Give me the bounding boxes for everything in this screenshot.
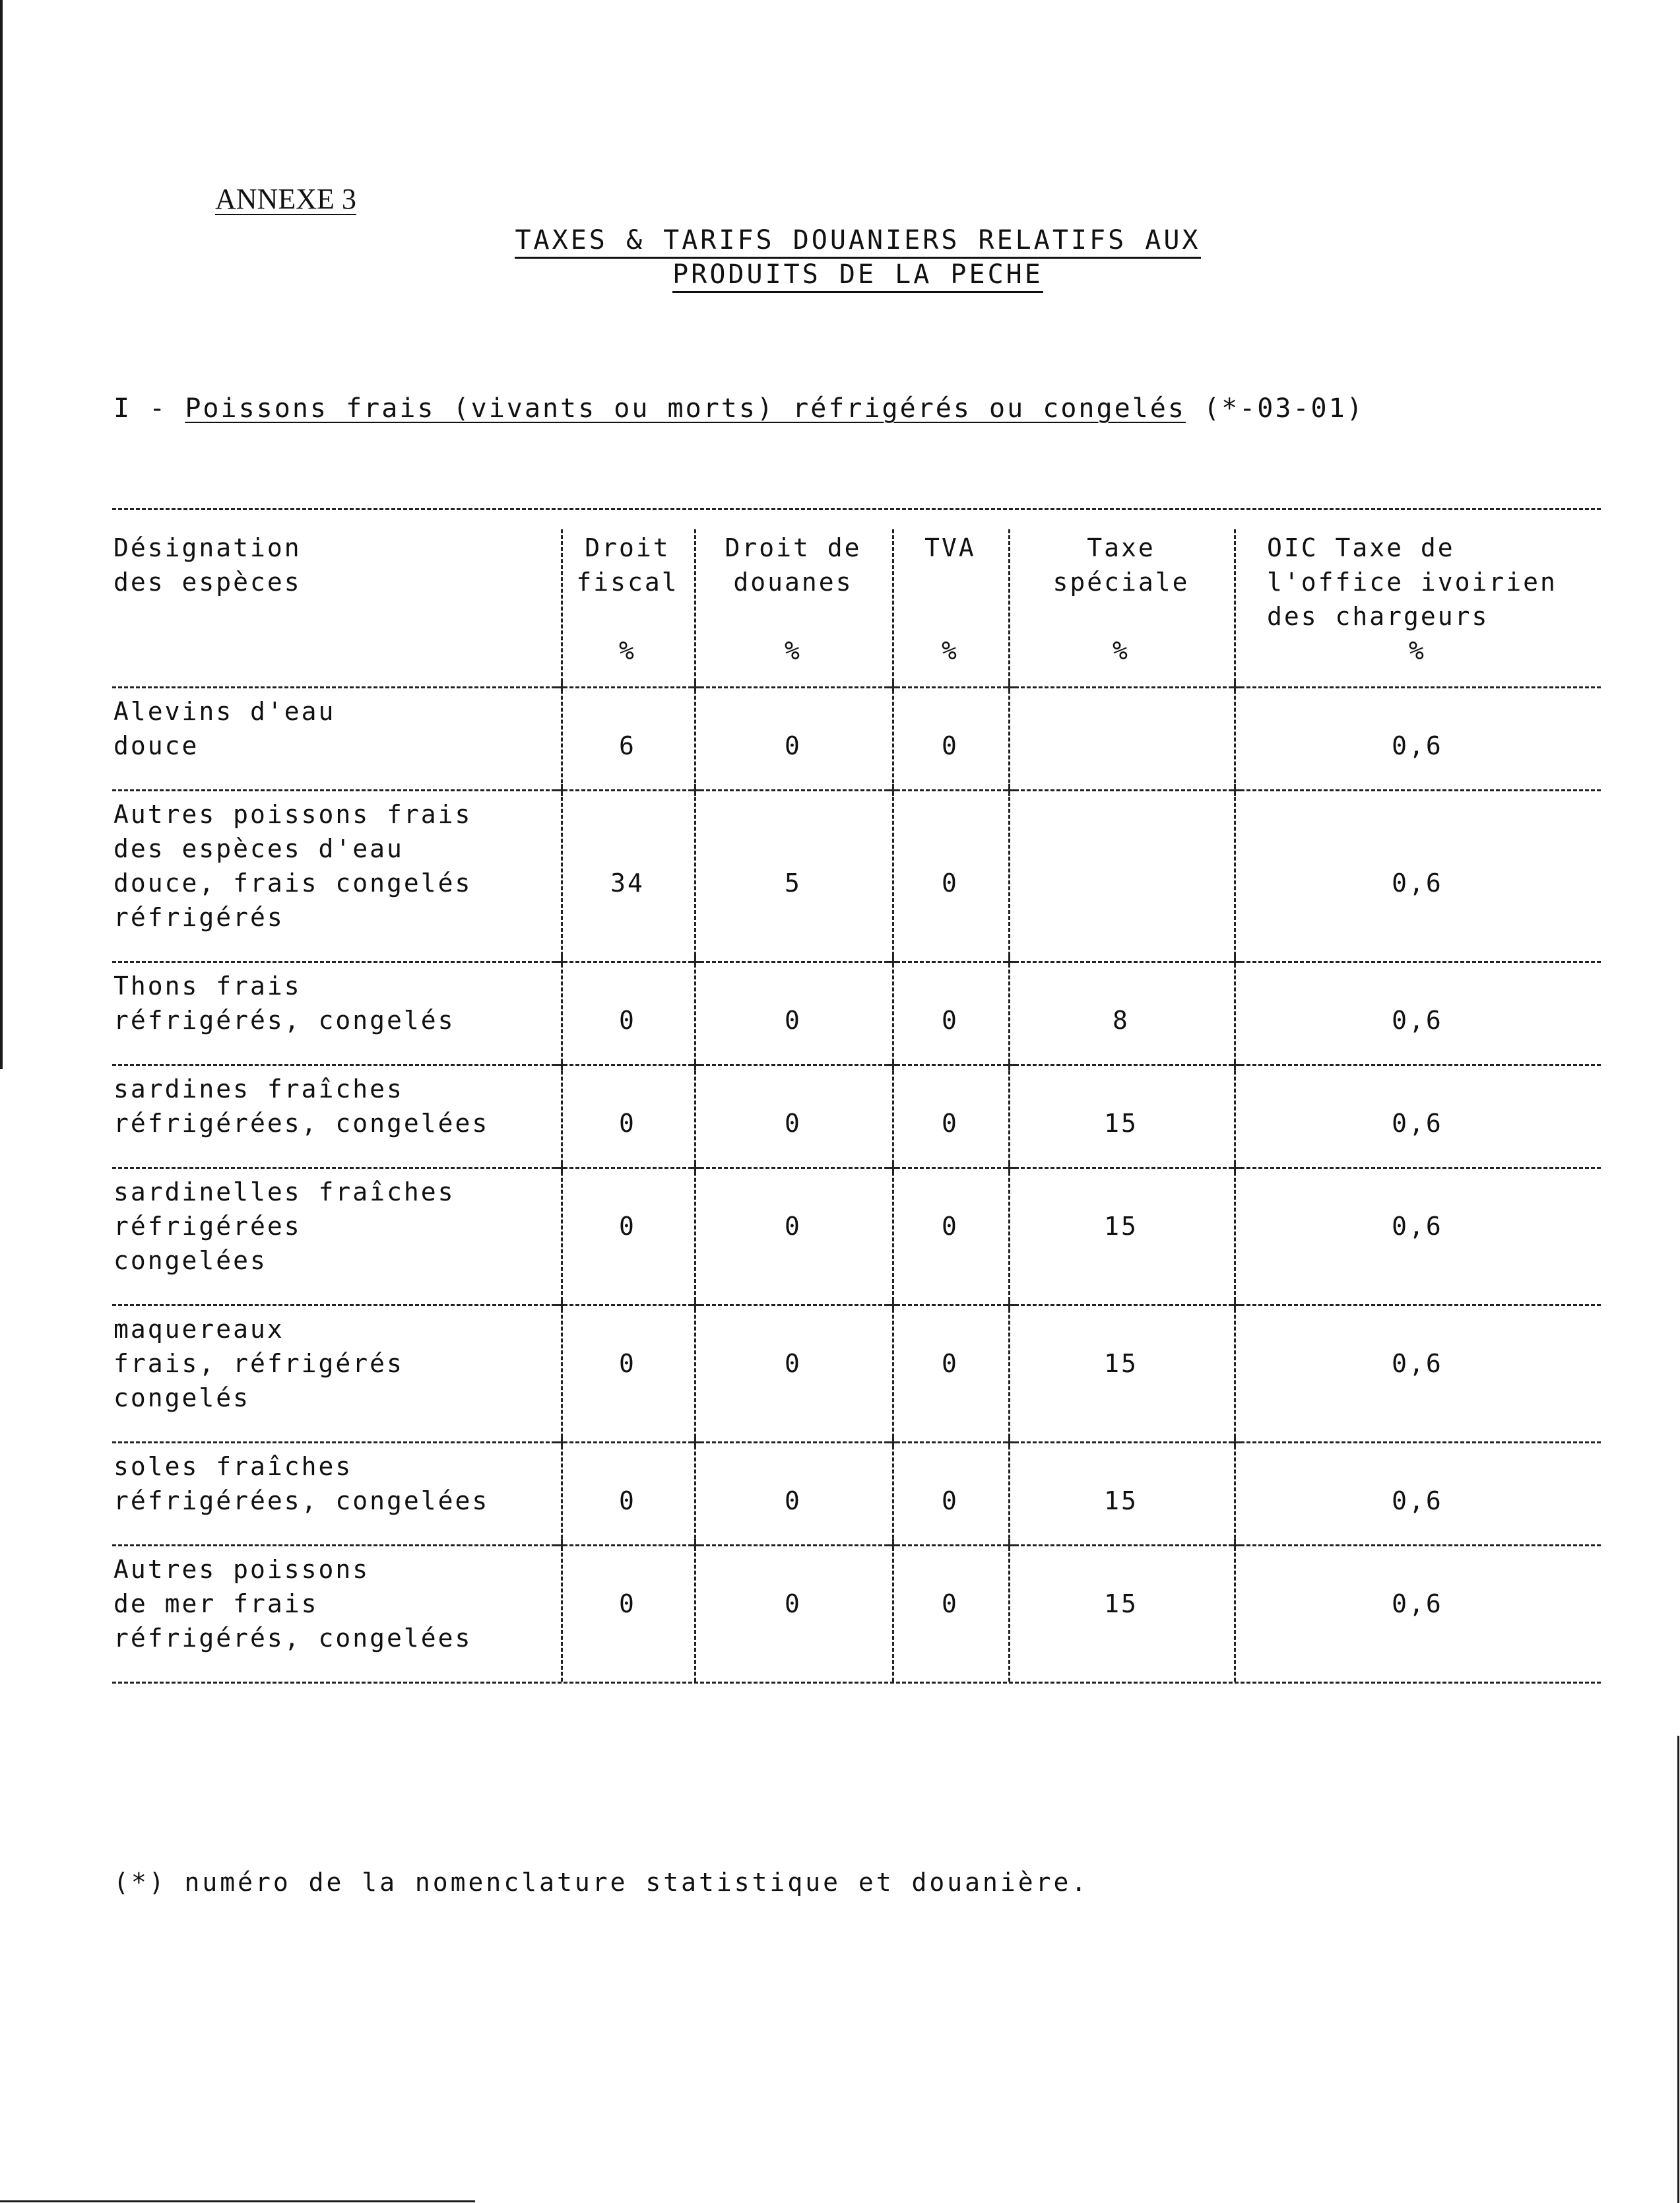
row-designation: maquereaux frais, réfrigérés congelés	[113, 1315, 404, 1412]
scan-edge-left	[0, 0, 3, 1069]
row-designation: soles fraîches réfrigérées, congelées	[113, 1452, 490, 1515]
rule-junction	[556, 1539, 567, 1551]
row-tva: 0	[942, 1109, 959, 1138]
row-tva: 0	[942, 1589, 959, 1618]
row-droit-douanes: 0	[785, 731, 802, 760]
column-separator	[1234, 529, 1236, 1682]
row-droit-douanes: 0	[785, 1349, 802, 1378]
rule-junction	[1229, 784, 1241, 796]
row-designation: Alevins d'eau douce	[113, 697, 336, 760]
rule-junction	[689, 1299, 701, 1311]
row-droit-fiscal: 6	[619, 731, 636, 760]
unit-oic: %	[1409, 636, 1426, 665]
rule-junction	[887, 681, 899, 693]
unit-tva: %	[942, 636, 959, 665]
header-oic: OIC Taxe de l'office ivoirien des chargeurs	[1267, 533, 1557, 631]
rule-junction	[1003, 1436, 1015, 1448]
rule-junction	[689, 1162, 701, 1173]
header-taxe-speciale: Taxe spéciale	[1052, 533, 1190, 597]
row-droit-fiscal: 0	[619, 1349, 636, 1378]
section-heading	[113, 393, 1365, 424]
column-separator	[892, 529, 894, 1682]
row-designation: Autres poissons de mer frais réfrigérés, congelées	[113, 1555, 472, 1653]
header-tva: TVA	[924, 533, 976, 562]
table-rule	[112, 1304, 1601, 1306]
row-droit-douanes: 0	[785, 1486, 802, 1515]
row-droit-douanes: 0	[785, 1006, 802, 1035]
row-droit-fiscal: 0	[619, 1486, 636, 1515]
rule-junction	[887, 1436, 899, 1448]
rule-junction	[1229, 1539, 1241, 1551]
row-oic: 0,6	[1392, 731, 1443, 760]
section-label: Poissons frais (vivants ou morts) réfrigérés ou congelés	[185, 393, 1186, 424]
rule-junction	[556, 1436, 567, 1448]
rule-junction	[887, 784, 899, 796]
rule-junction	[1003, 1539, 1015, 1551]
row-designation: Autres poissons frais des espèces d'eau douce, frais congelés réfrigérés	[113, 800, 472, 932]
rule-junction	[689, 1539, 701, 1551]
table-rule	[112, 961, 1601, 963]
column-separator	[561, 529, 563, 1682]
rule-junction	[1229, 1299, 1241, 1311]
row-taxe-speciale: 8	[1113, 1006, 1130, 1035]
rule-junction	[1229, 1436, 1241, 1448]
rule-junction	[556, 1162, 567, 1173]
header-droit-douanes: Droit de douanes	[725, 533, 862, 597]
table-rule	[112, 1682, 1601, 1684]
rule-junction	[1003, 1299, 1015, 1311]
row-taxe-speciale: 15	[1104, 1109, 1138, 1138]
rule-junction	[689, 681, 701, 693]
row-droit-douanes: 0	[785, 1109, 802, 1138]
row-tva: 0	[942, 1349, 959, 1378]
rule-junction	[887, 956, 899, 968]
row-oic: 0,6	[1392, 1006, 1443, 1035]
rule-junction	[1003, 1162, 1015, 1173]
table-rule	[112, 1167, 1601, 1169]
row-taxe-speciale: 15	[1104, 1486, 1138, 1515]
row-tva: 0	[942, 1006, 959, 1035]
rule-junction	[887, 1059, 899, 1070]
unit-taxe-speciale: %	[1113, 636, 1130, 665]
rule-junction	[1003, 956, 1015, 968]
unit-droit-douanes: %	[785, 636, 802, 665]
annexe-label: ANNEXE 3	[215, 183, 356, 215]
title-line-1: TAXES & TARIFS DOUANIERS RELATIFS AUX	[515, 225, 1200, 259]
row-droit-douanes: 0	[785, 1589, 802, 1618]
row-droit-fiscal: 0	[619, 1006, 636, 1035]
rule-junction	[556, 1299, 567, 1311]
row-designation: sardinelles fraîches réfrigérées congelées	[113, 1177, 455, 1275]
row-oic: 0,6	[1392, 869, 1443, 898]
row-taxe-speciale: 15	[1104, 1212, 1138, 1241]
row-oic: 0,6	[1392, 1486, 1443, 1515]
row-taxe-speciale: 15	[1104, 1589, 1138, 1618]
rule-junction	[1229, 956, 1241, 968]
rule-junction	[556, 681, 567, 693]
rule-junction	[1003, 681, 1015, 693]
row-oic: 0,6	[1392, 1109, 1443, 1138]
header-droit-fiscal: Droit fiscal	[576, 533, 679, 597]
rule-junction	[887, 1539, 899, 1551]
row-droit-fiscal: 0	[619, 1212, 636, 1241]
unit-droit-fiscal: %	[619, 636, 636, 665]
title-line-2: PRODUITS DE LA PECHE	[672, 259, 1043, 293]
row-droit-fiscal: 0	[619, 1109, 636, 1138]
rule-junction	[689, 1059, 701, 1070]
scan-edge-bottom	[0, 2200, 475, 2202]
rule-junction	[556, 956, 567, 968]
footnote: (*) numéro de la nomenclature statistique et douanière.	[113, 1868, 1089, 1897]
table-rule	[112, 1064, 1601, 1066]
rule-junction	[1003, 784, 1015, 796]
row-droit-douanes: 0	[785, 1212, 802, 1241]
row-droit-fiscal: 34	[610, 869, 645, 898]
row-tva: 0	[942, 731, 959, 760]
table-rule	[112, 1544, 1601, 1546]
table-rule	[112, 686, 1601, 688]
row-oic: 0,6	[1392, 1589, 1443, 1618]
rule-junction	[1003, 1059, 1015, 1070]
row-droit-douanes: 5	[785, 869, 802, 898]
header-designation: Désignation des espèces	[113, 533, 302, 597]
rule-junction	[887, 1299, 899, 1311]
section-code: (*-03-01)	[1185, 393, 1365, 424]
rule-junction	[1229, 1059, 1241, 1070]
row-tva: 0	[942, 869, 959, 898]
rule-junction	[1229, 1162, 1241, 1173]
rule-junction	[887, 1162, 899, 1173]
rule-junction	[556, 784, 567, 796]
row-tva: 0	[942, 1212, 959, 1241]
column-separator	[1008, 529, 1010, 1682]
row-droit-fiscal: 0	[619, 1589, 636, 1618]
rule-junction	[1229, 681, 1241, 693]
rule-junction	[689, 784, 701, 796]
section-prefix: I -	[113, 393, 185, 424]
column-separator	[694, 529, 696, 1682]
row-taxe-speciale: 15	[1104, 1349, 1138, 1378]
scan-edge-right	[1677, 1736, 1679, 2203]
row-designation: Thons frais réfrigérés, congelés	[113, 971, 455, 1035]
row-designation: sardines fraîches réfrigérées, congelées	[113, 1074, 490, 1138]
rule-junction	[689, 956, 701, 968]
table-rule	[112, 508, 1601, 510]
document-title	[462, 223, 1254, 292]
row-oic: 0,6	[1392, 1212, 1443, 1241]
rule-junction	[556, 1059, 567, 1070]
table-rule	[112, 1441, 1601, 1443]
row-tva: 0	[942, 1486, 959, 1515]
row-oic: 0,6	[1392, 1349, 1443, 1378]
table-rule	[112, 789, 1601, 791]
rule-junction	[689, 1436, 701, 1448]
